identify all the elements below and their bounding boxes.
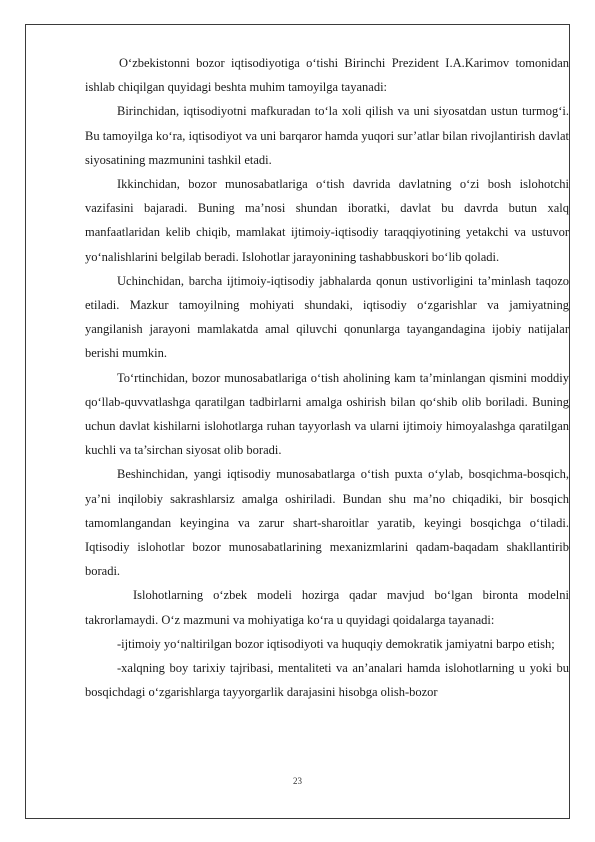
page-number: 23 [293,776,302,786]
paragraph-second-principle: Ikkinchidan, bozor munosabatlariga o‘tish davrida davlatning o‘zi bosh islohotchi vazifasini bajaradi. Buning ma’nosi shundan iboratki, davlat bu davrda butun xalq manfaatlaridan kelib chiqib, mamlakat ijtimoiy-iqtisodiy taraqqiyotining yetakchi va ustuvor yo‘nalishlarini belgilab beradi. Islohotlar jarayonining tashabbuskori bo‘lib qoladi. [85,177,569,264]
document-body [85,51,569,704]
paragraph-fifth-principle: Beshinchidan, yangi iqtisodiy munosabatlarga o‘tish puxta o‘ylab, bosqichma-bosqich, ya’ni inqilobiy sakrashlarsiz amalga oshiriladi. Bundan shu ma’no chiqadiki, bir bosqich tamomlangandan keyingina va zarur shart-sharoitlar yaratib, keyingi bosqichga o‘tiladi. Iqtisodiy islohotlar bozor munosabatlarining mexanizmlarini qadam-baqadam shakllantirib boradi. [85,467,569,579]
paragraph-third-principle: Uchinchidan, barcha ijtimoiy-iqtisodiy jabhalarda qonun ustivorligini ta’minlash taqozo etiladi. Mazkur tamoyilning mohiyati shundaki, iqtisodiy o‘zgarishlar va jamiyatning yangilanish jarayoni mamlakatda amal qiluvchi qonunlarga tayangandagina ijobiy natijalar berishi mumkin. [85,273,569,361]
paragraph-uzbek-model: Islohotlarning o‘zbek modeli hozirga qadar mavjud bo‘lgan bironta modelni takrorlamaydi. O‘z mazmuni va mohiyatiga ko‘ra u quyidagi qoidalarga tayanadi: [85,588,569,627]
paragraph-first-principle: Birinchidan, iqtisodiyotni mafkuradan to‘la xoli qilish va uni siyosatdan ustun turmog‘i. Bu tamoyilga ko‘ra, iqtisodiyot va uni barqaror hamda yuqori sur’atlar bilan rivojlantirish davlat siyosatining mazmunini tashkil etadi. [85,104,569,167]
paragraph-fourth-principle: To‘rtinchidan, bozor munosabatlariga o‘tish aholining kam ta’minlangan qismini moddiy qo‘llab-quvvatlashga qaratilgan tadbirlarni amalga oshirish bilan qo‘shib olib boriladi. Buning uchun davlat kishilarni islohotlarga ruhan tayyorlash va ularni ijtimoiy himoyalashga qaratilgan kuchli va ta’sirchan siyosat olib boradi. [85,370,569,458]
list-item-social-market: -ijtimoiy yo‘naltirilgan bozor iqtisodiyoti va huquqiy demokratik jamiyatni barpo etish; [117,636,555,651]
paragraph-intro: O‘zbekistonni bozor iqtisodiyotiga o‘tishi Birinchi Prezident I.A.Karimov tomonidan ishlab chiqilgan quyidagi beshta muhim tamoyilga tayanadi: [85,56,569,95]
list-item-historical-experience: -xalqning boy tarixiy tajribasi, mentaliteti va an’analari hamda islohotlarning u yoki bu bosqichdagi o‘zgarishlarga tayyorgarlik darajasini hisobga olish-bozor [85,661,569,700]
